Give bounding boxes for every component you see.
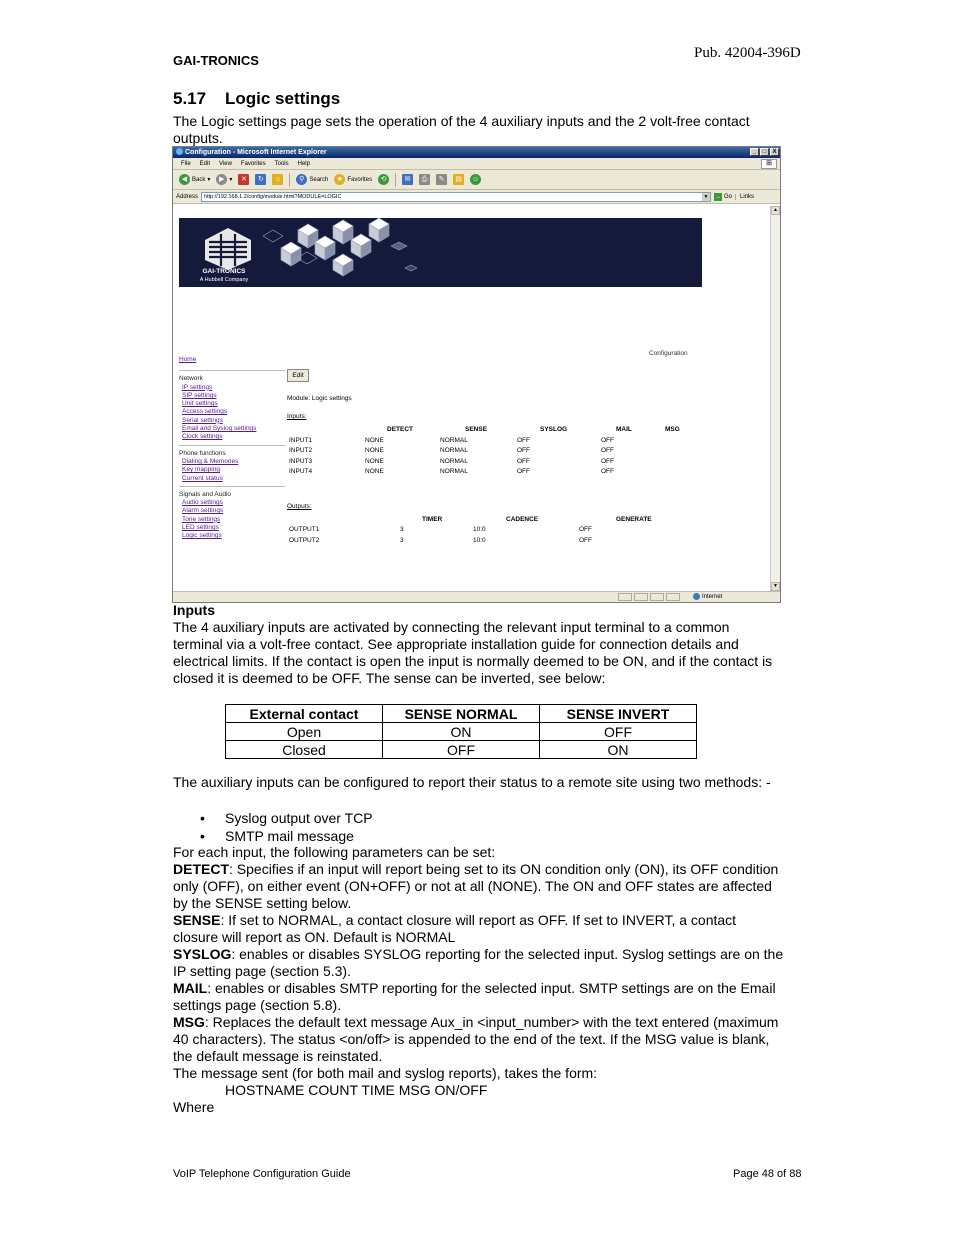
status-cells <box>618 593 680 601</box>
input-sense: NORMAL <box>440 458 468 465</box>
table-header-row <box>226 705 697 723</box>
inputs-paragraph-1: The 4 auxiliary inputs are activated by connecting the relevant input terminal to a common terminal via a volt-free contact. See appropriate installation guide for connection details and electrical limits. If the contact is open the input is normally deemed to be ON, and if the contact is closed it is deemed to be OFF. The sense can be inverted, see below: <box>173 619 773 686</box>
menu-favorites[interactable]: Favorites <box>240 160 266 167</box>
inputs-heading: Inputs <box>173 602 215 618</box>
configuration-label: Configuration <box>649 350 688 357</box>
table-header: SENSE INVERT <box>540 705 697 723</box>
nav-group-network: Network <box>179 370 285 383</box>
nav-signals-items <box>179 499 285 540</box>
input-detect: NONE <box>365 458 384 465</box>
param-text: : If set to NORMAL, a contact closure will report as OFF. If set to INVERT, a contact closure will report as ON. Default is NORMAL <box>173 912 737 945</box>
chevron-down-icon: ▾ <box>207 177 211 183</box>
outputs-label: Outputs: <box>287 503 312 510</box>
input-mail: OFF <box>601 468 614 475</box>
table-cell: Closed <box>226 741 383 759</box>
favorites-button[interactable] <box>334 174 372 185</box>
input-mail: OFF <box>601 447 614 454</box>
back-arrow-icon: ◀ <box>179 174 190 185</box>
param-msg <box>173 1014 785 1065</box>
stop-icon[interactable]: ✕ <box>238 174 249 185</box>
decorative-cubes-graphic <box>253 218 423 287</box>
table-row <box>226 723 697 741</box>
input-detect: NONE <box>365 468 384 475</box>
output-timer: 3 <box>400 537 404 544</box>
nav-unit-settings[interactable]: Unit settings <box>182 400 218 408</box>
browser-statusbar <box>173 591 780 602</box>
nav-network-items <box>179 384 285 442</box>
address-label: Address <box>176 193 199 200</box>
col-msg: MSG <box>665 426 680 433</box>
param-detect <box>173 861 785 912</box>
nav-access-settings[interactable]: Access settings <box>182 408 228 416</box>
input-mail: OFF <box>601 437 614 444</box>
chevron-down-icon[interactable]: ▼ <box>703 193 709 200</box>
col-generate: GENERATE <box>616 516 652 523</box>
input-sense: NORMAL <box>440 468 468 475</box>
banner-logo-name: GAI-TRONICS <box>202 268 246 275</box>
browser-title: Configuration - Microsoft Internet Explorer <box>185 149 327 156</box>
param-term: SENSE <box>173 912 221 928</box>
nav-email-syslog-settings[interactable]: Email and Syslog settings <box>182 425 257 433</box>
input-name: INPUT4 <box>289 468 313 475</box>
back-label: Back <box>192 176 206 183</box>
windows-flag-icon: ⊞ <box>761 159 777 169</box>
nav-home-link[interactable]: Home <box>179 356 197 363</box>
edit-button[interactable]: Edit <box>287 369 309 382</box>
nav-group-signals: Signals and Audio <box>179 486 285 499</box>
param-term: SYSLOG <box>173 946 232 962</box>
section-name: Logic settings <box>225 89 341 108</box>
form-intro: The message sent (for both mail and syslog reports), takes the form: <box>173 1065 598 1081</box>
inputs-paragraph-2: The auxiliary inputs can be configured to report their status to a remote site using two methods: - <box>173 774 771 790</box>
menu-help[interactable]: Help <box>297 160 310 167</box>
nav-clock-settings[interactable]: Clock settings <box>182 433 223 441</box>
module-title: Module: Logic settings <box>287 395 352 402</box>
nav-dialing-memories[interactable]: Dialing & Memories <box>182 457 239 465</box>
nav-serial-settings[interactable]: Serial settings <box>182 416 223 424</box>
output-cadence: 10:0 <box>473 537 486 544</box>
address-value: http://192.168.1.2/config/module.html?MODULE=LOGIC <box>204 193 342 200</box>
gai-tronics-logo-icon <box>199 226 257 271</box>
browser-addressbar <box>173 190 780 204</box>
col-cadence: CADENCE <box>506 516 539 523</box>
table-cell: ON <box>540 741 697 759</box>
search-icon: ⚲ <box>296 174 307 185</box>
input-detect: NONE <box>365 437 384 444</box>
list-item: • Syslog output over TCP <box>200 809 373 827</box>
inputs-label: Inputs: <box>287 413 307 420</box>
home-icon[interactable]: ⌂ <box>272 174 283 185</box>
config-nav <box>179 356 285 541</box>
nav-alarm-settings[interactable]: Alarm settings <box>182 507 224 515</box>
table-header: SENSE NORMAL <box>383 705 540 723</box>
forward-button[interactable] <box>216 174 232 185</box>
gai-tronics-banner <box>179 218 702 287</box>
search-label: Search <box>309 176 329 183</box>
param-sense <box>173 912 785 946</box>
table-header: External contact <box>226 705 383 723</box>
param-intro: For each input, the following parameters can be set: <box>173 844 496 860</box>
param-text: : Replaces the default text message Aux_in <input_number> with the text entered (maximum 40 characters). The status <on/off> is appended to the end of the text. If the MSG value is blank, the default message is reinstated. <box>173 1014 779 1064</box>
col-timer: TIMER <box>422 516 443 523</box>
section-title <box>173 89 340 109</box>
window-buttons <box>750 148 779 156</box>
internet-globe-icon <box>693 593 700 600</box>
param-mail <box>173 980 785 1014</box>
footer-guide-title: VoIP Telephone Configuration Guide <box>173 1168 351 1180</box>
input-name: INPUT2 <box>289 447 313 454</box>
address-input[interactable] <box>201 192 711 202</box>
back-button[interactable] <box>179 174 210 185</box>
publication-number: Pub. 42004-396D <box>694 45 801 61</box>
nav-audio-settings[interactable]: Audio settings <box>182 499 223 507</box>
table-cell: ON <box>383 723 540 741</box>
input-name: INPUT3 <box>289 458 313 465</box>
toolbar-separator <box>289 173 290 187</box>
input-name: INPUT1 <box>289 437 313 444</box>
forward-arrow-icon: ▶ <box>216 174 227 185</box>
sense-table <box>225 704 697 759</box>
history-icon[interactable]: ⟲ <box>378 174 389 185</box>
menu-edit[interactable]: Edit <box>199 160 211 167</box>
go-button[interactable] <box>714 193 732 201</box>
nav-group-phone: Phone functions <box>179 445 285 458</box>
parameter-definitions <box>173 844 785 1116</box>
param-term: MAIL <box>173 980 208 996</box>
mail-icon[interactable]: ✉ <box>402 174 413 185</box>
section-intro: The Logic settings page sets the operation of the 4 auxiliary inputs and the 2 volt-free contact outputs. <box>173 113 750 146</box>
document-header-brand: GAI-TRONICS <box>173 53 259 68</box>
nav-current-status[interactable]: Current status <box>182 474 223 482</box>
search-button[interactable] <box>296 174 328 185</box>
param-text: : Specifies if an input will report being set to its ON condition only (ON), its OFF condition only (OFF), on either event (ON+OFF) or not at all (NONE). The ON and OFF states are affected by the SENSE setting below. <box>173 861 779 911</box>
toolbar-separator <box>395 173 396 187</box>
status-zone <box>693 593 722 600</box>
favorites-label: Favorites <box>347 176 373 183</box>
col-sense: SENSE <box>465 426 488 433</box>
where-label: Where <box>173 1099 215 1115</box>
output-generate: OFF <box>579 526 592 533</box>
nav-led-settings[interactable]: LED settings <box>182 524 219 532</box>
messenger-icon[interactable]: ☺ <box>472 176 480 183</box>
col-syslog: SYSLOG <box>540 426 568 433</box>
table-cell: OFF <box>383 741 540 759</box>
input-mail: OFF <box>601 458 614 465</box>
browser-screenshot <box>172 146 781 603</box>
table-cell: OFF <box>540 723 697 741</box>
menu-file[interactable]: File <box>181 160 191 167</box>
param-text: : enables or disables SYSLOG reporting for the selected input. Syslog settings are on the IP setting page (section 5.3). <box>173 946 784 979</box>
input-syslog: OFF <box>517 447 530 454</box>
section-number: 5.17 <box>173 89 207 108</box>
param-syslog <box>173 946 785 980</box>
print-icon[interactable]: ⎙ <box>419 174 430 185</box>
nav-ip-settings[interactable]: IP settings <box>182 383 213 391</box>
browser-toolbar <box>173 170 780 190</box>
output-name: OUTPUT1 <box>289 526 320 533</box>
vertical-scrollbar[interactable] <box>770 206 780 591</box>
input-detect: NONE <box>365 447 384 454</box>
output-cadence: 10:0 <box>473 526 486 533</box>
ie-logo-icon <box>176 148 183 155</box>
message-form: HOSTNAME COUNT TIME MSG ON/OFF <box>225 1082 488 1098</box>
browser-viewport <box>173 206 770 591</box>
close-button[interactable]: X <box>770 148 779 156</box>
footer-page-number: Page 48 of 88 <box>733 1168 802 1180</box>
nav-logic-settings[interactable]: Logic settings <box>182 532 222 540</box>
input-syslog: OFF <box>517 437 530 444</box>
discuss-icon[interactable]: ▤ <box>453 174 464 185</box>
methods-list <box>200 809 373 845</box>
nav-phone-items <box>179 458 285 483</box>
input-syslog: OFF <box>517 468 530 475</box>
scroll-up-arrow-icon[interactable]: ▲ <box>771 206 780 215</box>
nav-sip-settings[interactable]: SIP settings <box>182 391 217 399</box>
menu-tools[interactable]: Tools <box>274 160 289 167</box>
banner-logo-subtitle: A Hubbell Company <box>199 277 249 283</box>
col-detect: DETECT <box>387 426 413 433</box>
edit-icon[interactable]: ✎ <box>436 174 447 185</box>
list-item: • SMTP mail message <box>200 827 373 845</box>
links-button[interactable]: Links <box>735 194 754 200</box>
output-generate: OFF <box>579 537 592 544</box>
minimize-button[interactable]: _ <box>750 148 759 156</box>
maximize-button[interactable]: □ <box>760 148 769 156</box>
browser-menubar <box>173 158 780 170</box>
favorites-star-icon: ★ <box>334 174 345 185</box>
scroll-down-arrow-icon[interactable]: ▼ <box>771 582 780 591</box>
output-timer: 3 <box>400 526 404 533</box>
input-sense: NORMAL <box>440 437 468 444</box>
param-text: : enables or disables SMTP reporting for the selected input. SMTP settings are on the Email settings page (section 5.8). <box>173 980 776 1013</box>
status-zone-label: Internet <box>702 593 723 600</box>
go-label: Go <box>724 193 733 200</box>
table-cell: Open <box>226 723 383 741</box>
refresh-icon[interactable]: ↻ <box>255 174 266 185</box>
table-row <box>226 741 697 759</box>
input-sense: NORMAL <box>440 447 468 454</box>
param-term: MSG <box>173 1014 205 1030</box>
nav-key-mapping[interactable]: Key mapping <box>182 466 220 474</box>
output-name: OUTPUT2 <box>289 537 320 544</box>
menu-view[interactable]: View <box>219 160 232 167</box>
nav-tone-settings[interactable]: Tone settings <box>182 515 221 523</box>
browser-titlebar <box>173 147 780 158</box>
param-term: DETECT <box>173 861 229 877</box>
go-arrow-icon: → <box>715 193 722 200</box>
col-mail: MAIL <box>616 426 632 433</box>
input-syslog: OFF <box>517 458 530 465</box>
chevron-down-icon: ▾ <box>229 177 233 183</box>
